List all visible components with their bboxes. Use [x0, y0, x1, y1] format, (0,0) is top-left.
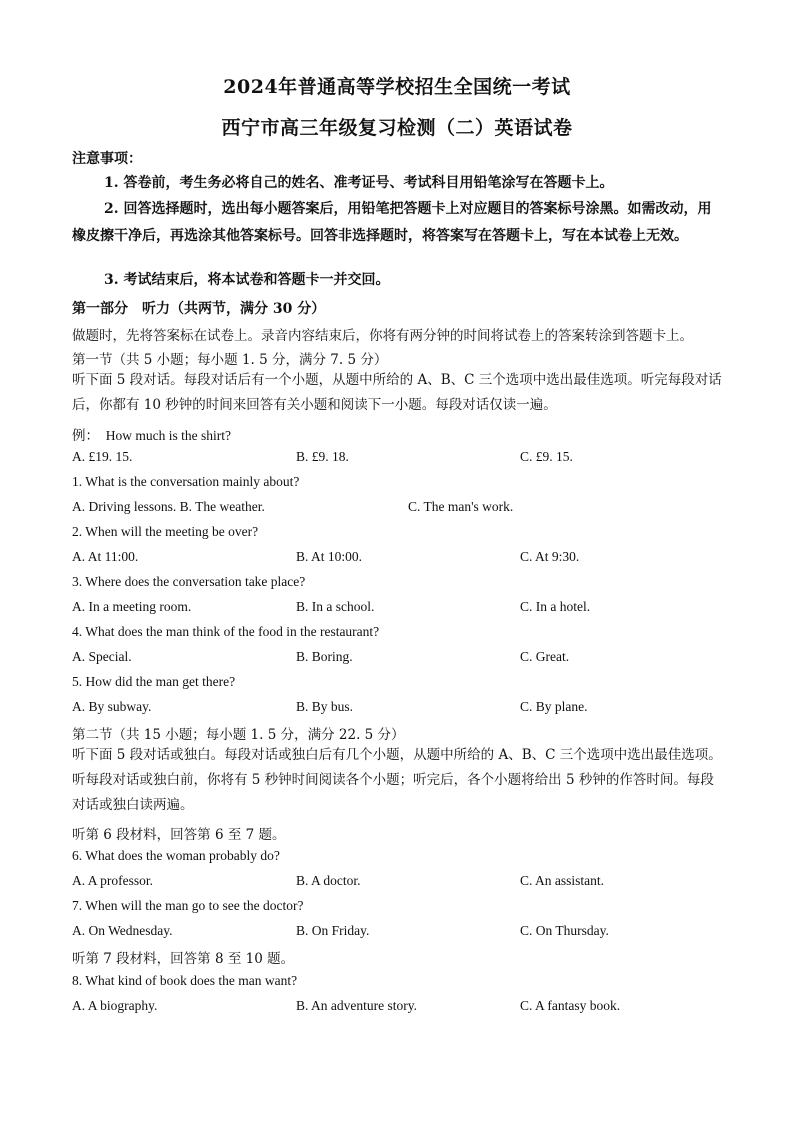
- question-1-option-c: C. The man's work.: [408, 499, 514, 514]
- question-8-option-a: A. A biography.: [72, 998, 158, 1013]
- question-6: 6. What does the woman probably do?: [72, 848, 280, 863]
- question-7-option-c: C. On Thursday.: [520, 923, 609, 938]
- question-8: 8. What kind of book does the man want?: [72, 973, 298, 988]
- question-5: 5. How did the man get there?: [72, 674, 236, 689]
- section2-heading: 第二节（共 15 小题；每小题 1. 5 分，满分 22. 5 分）: [72, 727, 405, 743]
- question-3-option-b: B. In a school.: [296, 599, 375, 614]
- notes-item-1: 1. 答卷前，考生务必将自己的姓名、准考证号、考试科目用铅笔涂写在答题卡上。: [104, 175, 614, 191]
- example-option-b: B. £9. 18.: [296, 449, 349, 464]
- example-question: 例： How much is the shirt?: [72, 428, 231, 443]
- section1-heading: 第一节（共 5 小题；每小题 1. 5 分，满分 7. 5 分）: [72, 352, 388, 368]
- question-4-option-c: C. Great.: [520, 649, 570, 664]
- question-5-option-b: B. By bus.: [296, 699, 354, 714]
- question-2-option-c: C. At 9:30.: [520, 549, 580, 564]
- question-2-option-a: A. At 11:00.: [72, 549, 139, 564]
- material-6-instruction: 听第 6 段材料，回答第 6 至 7 题。: [72, 827, 286, 843]
- question-1-options-ab: A. Driving lessons. B. The weather.: [72, 499, 265, 514]
- material-7-instruction: 听第 7 段材料，回答第 8 至 10 题。: [72, 951, 295, 967]
- notes-item-2: 2. 回答选择题时，选出每小题答案后，用铅笔把答题卡上对应题目的答案标号涂黑。如需改动，用橡皮擦干净后，再选涂其他答案标号。回答非选择题时，将答案写在答题卡上，写在本试卷上无效。: [72, 201, 712, 244]
- question-8-option-c: C. A fantasy book.: [520, 998, 621, 1013]
- question-6-option-c: C. An assistant.: [520, 873, 605, 888]
- question-4: 4. What does the man think of the food in the restaurant?: [72, 624, 380, 639]
- example-option-c: C. £9. 15.: [520, 449, 573, 464]
- section2-instructions: 听下面 5 段对话或独白。每段对话或独白后有几个小题，从题中所给的 A、B、C 三个选项中选出最佳选项。听每段对话或独白前，你将有 5 秒钟时间阅读各个小题；听完后，各个小题将给出 5 秒钟的作答时间。每段对话或独白读两遍。: [72, 747, 722, 813]
- notes-item-3: 3. 考试结束后，将本试卷和答题卡一并交回。: [104, 272, 390, 288]
- question-5-option-a: A. By subway.: [72, 699, 152, 714]
- question-1: 1. What is the conversation mainly about?: [72, 474, 300, 489]
- question-8-option-b: B. An adventure story.: [296, 998, 417, 1013]
- question-3: 3. Where does the conversation take place?: [72, 574, 306, 589]
- question-7: 7. When will the man go to see the doctor?: [72, 898, 304, 913]
- section1-instructions: 听下面 5 段对话。每段对话后有一个小题，从题中所给的 A、B、C 三个选项中选出最佳选项。听完每段对话后，你都有 10 秒钟的时间来回答有关小题和阅读下一小题。每段对话仅读一遍。: [72, 372, 722, 413]
- question-3-option-c: C. In a hotel.: [520, 599, 591, 614]
- question-6-option-b: B. A doctor.: [296, 873, 361, 888]
- question-6-option-a: A. A professor.: [72, 873, 153, 888]
- question-7-option-a: A. On Wednesday.: [72, 923, 173, 938]
- part1-heading: 第一部分 听力（共两节，满分 30 分）: [72, 301, 326, 317]
- question-3-option-a: A. In a meeting room.: [72, 599, 192, 614]
- notes-heading: 注意事项：: [72, 151, 142, 167]
- question-2: 2. When will the meeting be over?: [72, 524, 259, 539]
- example-option-a: A. £19. 15.: [72, 449, 133, 464]
- part1-intro: 做题时，先将答案标在试卷上。录音内容结束后，你将有两分钟的时间将试卷上的答案转涂到答题卡上。: [72, 328, 693, 344]
- question-4-option-b: B. Boring.: [296, 649, 353, 664]
- question-2-option-b: B. At 10:00.: [296, 549, 363, 564]
- exam-title: 2024年普通高等学校招生全国统一考试: [223, 76, 571, 98]
- exam-subtitle: 西宁市高三年级复习检测（二）英语试卷: [221, 117, 573, 139]
- question-4-option-a: A. Special.: [72, 649, 132, 664]
- question-5-option-c: C. By plane.: [520, 699, 588, 714]
- question-7-option-b: B. On Friday.: [296, 923, 370, 938]
